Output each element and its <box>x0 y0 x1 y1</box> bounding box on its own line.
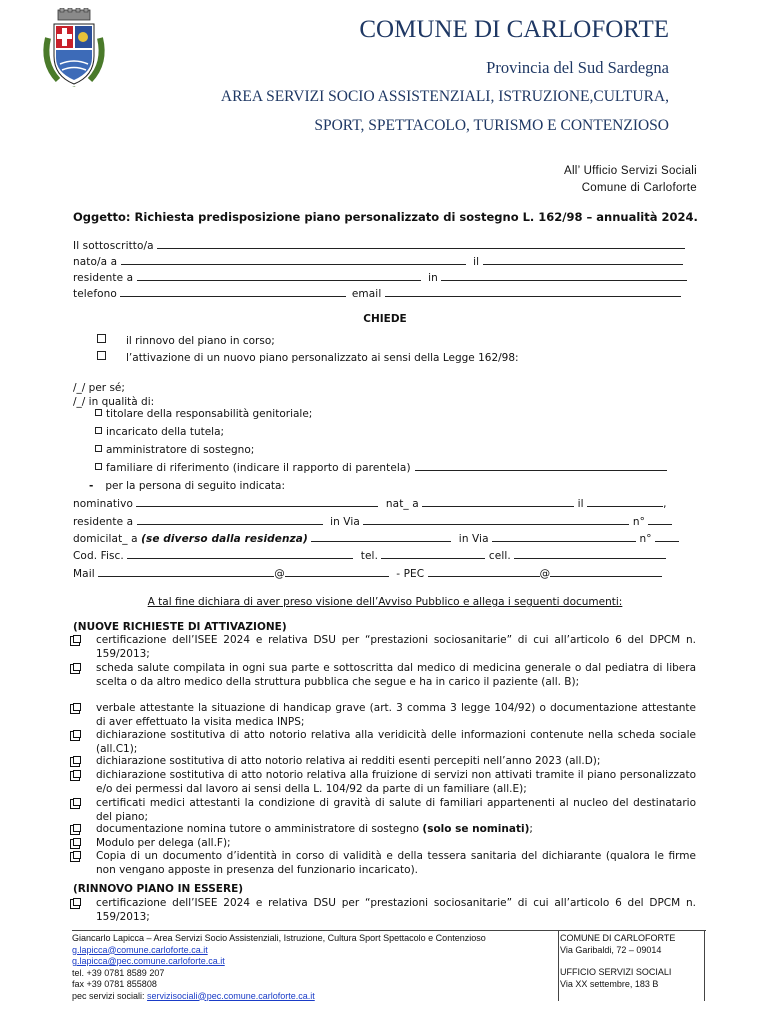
checkbox[interactable] <box>95 409 102 416</box>
label-residente-2: residente a <box>73 516 134 528</box>
footer-pec-link[interactable]: g.lapicca@pec.comune.carloforte.ca.it <box>72 956 225 966</box>
checkbox[interactable] <box>95 427 102 434</box>
document-item-text: verbale attestante la situazione di handicap grave (art. 3 comma 3 legge 104/92) o documentazione attestante di aver effettuato la visita medica INPS; <box>96 702 696 728</box>
field-mail-user[interactable] <box>98 566 274 577</box>
field-domicile[interactable] <box>311 531 451 542</box>
field-codfisc[interactable] <box>127 548 353 559</box>
document-item-text: Modulo per delega (all.F); <box>96 837 231 849</box>
label-mail: Mail <box>73 568 95 580</box>
field-birthdate[interactable] <box>483 254 683 265</box>
label-pec: - PEC <box>396 568 425 580</box>
recipient-office: All’ Ufficio Servizi Sociali <box>563 165 697 177</box>
footer-pec-services-link[interactable]: servizisociali@pec.comune.carloforte.ca.it <box>147 990 315 1001</box>
document-item-text: dichiarazione sostitutiva di atto notorio relativa alla veridicità delle informazioni contenute nella scheda sociale (all.C1); <box>96 729 696 755</box>
role-item[interactable] <box>95 425 224 440</box>
capacity-self[interactable]: /_/ per sé; <box>73 382 125 394</box>
crest-logo <box>38 8 110 90</box>
declaration-text: A tal fine dichiara di aver preso visione dell’Avviso Pubblico e allega i seguenti documenti: <box>147 596 623 608</box>
document-item-text: documentazione nomina tutore o amministratore di sostegno <box>96 823 420 835</box>
checkbox-icon[interactable] <box>70 825 80 835</box>
role-item[interactable] <box>95 407 312 422</box>
document-item-note: (solo se nominati) <box>422 823 530 835</box>
footer <box>72 930 706 1001</box>
label-via: in Via <box>330 516 360 528</box>
applicant-name-row <box>73 238 685 252</box>
field-street-2[interactable] <box>492 531 636 542</box>
document-item[interactable] <box>96 796 696 824</box>
document-item[interactable] <box>96 633 696 661</box>
municipality-title: COMUNE DI CARLOFORTE <box>359 16 669 43</box>
field-pec-user[interactable] <box>428 566 540 577</box>
footer-address: Via Garibaldi, 72 – 09014 <box>560 944 662 955</box>
label-number: n° <box>632 516 645 528</box>
label-in: in <box>428 272 438 284</box>
document-item-text: dichiarazione sostitutiva di atto notorio relativa ai redditi esenti percepiti nell’anno 2023 (all.D); <box>96 755 601 767</box>
checkbox[interactable] <box>95 445 102 452</box>
role-label: familiare di riferimento (indicare il rapporto di parentela) <box>106 462 411 474</box>
capacity-qualita[interactable]: /_/ in qualità di: <box>73 396 155 408</box>
label-il-2: il <box>577 498 584 510</box>
label-nat: nat_ a <box>385 498 419 510</box>
field-birthplace-2[interactable] <box>422 496 574 507</box>
document-item[interactable] <box>96 822 696 836</box>
document-item-text: certificazione dell’ISEE 2024 e relativa DSU per “prestazioni sociosanitarie” di cui all’articolo 6 del DPCM n. 159/2013; <box>96 634 696 660</box>
label-via-2: in Via <box>458 533 489 545</box>
per-persona-label: per la persona di seguito indicata: <box>105 480 286 492</box>
area-line-1: AREA SERVIZI SOCIO ASSISTENZIALI, ISTRUZIONE,CULTURA, <box>220 88 669 105</box>
checkbox-icon[interactable] <box>70 771 80 781</box>
document-item-text: dichiarazione sostitutiva di atto notorio relativa alla fruizione di servizi non attivati tramite il piano personalizzato e/o dei permessi dal lavoro ai sensi della L. 104/92 da parte di un familiare (all.E); <box>96 769 696 795</box>
document-item[interactable] <box>96 896 696 924</box>
field-email[interactable] <box>385 286 681 297</box>
footer-pec-label: pec servizi sociali: <box>72 990 145 1001</box>
footer-office-address: Via XX settembre, 183 B <box>560 978 659 989</box>
label-il: il <box>473 256 480 268</box>
new-requests-heading: (NUOVE RICHIESTE DI ATTIVAZIONE) <box>73 621 287 633</box>
label-residente: residente a <box>73 272 134 284</box>
label-sottoscritto: Il sottoscritto/a <box>73 240 154 252</box>
option-renewal[interactable] <box>97 334 275 349</box>
label-nato: nato/a a <box>73 256 118 268</box>
field-nominativo[interactable] <box>136 496 378 507</box>
option-renewal-label: il rinnovo del piano in corso; <box>126 335 275 347</box>
beneficiary-codes-row <box>73 548 666 562</box>
document-item-text: certificati medici attestanti la condizione di gravità di salute di familiari appartenenti al nucleo del destinatario del piano; <box>96 797 696 823</box>
role-label: incaricato della tutela; <box>106 426 225 438</box>
checkbox-icon[interactable] <box>70 731 80 741</box>
role-label: titolare della responsabilità genitoriale; <box>106 408 313 420</box>
footer-phone: tel. +39 0781 8589 207 <box>72 967 165 978</box>
footer-right <box>560 933 700 990</box>
field-mail-domain[interactable] <box>285 566 389 577</box>
document-item[interactable] <box>96 754 696 768</box>
field-address[interactable] <box>441 270 687 281</box>
footer-signatory: Giancarlo Lapicca – Area Servizi Socio Assistenziali, Istruzione, Cultura Sport Spettacolo e Contenzioso <box>72 933 486 943</box>
checkbox-icon[interactable] <box>70 852 80 862</box>
document-item-text: scheda salute compilata in ogni sua parte e sottoscritta dal medico di medicina generale o dal pediatra di libera scelta o da altro medico della struttura pubblica che segue e ha in carico il paziente (all. B); <box>96 662 696 688</box>
label-cell: cell. <box>488 550 511 562</box>
subject-line: Oggetto: Richiesta predisposizione piano personalizzato di sostegno L. 162/98 – annualità 2024. <box>73 210 698 224</box>
field-number-2[interactable] <box>655 531 679 542</box>
checkbox-icon[interactable] <box>70 899 80 909</box>
document-item[interactable] <box>96 768 696 796</box>
checkbox[interactable] <box>97 334 106 343</box>
beneficiary-name-row: nominativo nat_ a il , <box>73 498 667 510</box>
document-item[interactable] <box>96 728 696 756</box>
applicant-residence-row <box>73 270 687 284</box>
footer-fax: fax +39 0781 855808 <box>72 979 157 989</box>
checkbox-icon[interactable] <box>70 757 80 767</box>
footer-municipality: COMUNE DI CARLOFORTE <box>560 933 676 943</box>
recipient-municipality: Comune di Carloforte <box>581 182 697 194</box>
document-item[interactable] <box>96 661 696 689</box>
role-item[interactable] <box>95 460 667 476</box>
at-sign-2: @ <box>539 568 551 580</box>
footer-email-link[interactable]: g.lapicca@comune.carloforte.ca.it <box>72 944 208 955</box>
field-tel[interactable] <box>381 548 485 559</box>
checkbox-icon[interactable] <box>70 799 80 809</box>
checkbox-icon[interactable] <box>70 636 80 646</box>
document-item-text: Copia di un documento d’identità in corso di validità e della tessera sanitaria del dichiarante (qualora le firme non vengano apposte in presenza del funzionario incaricato). <box>96 850 696 876</box>
footer-divider <box>704 931 705 1001</box>
checkbox-icon[interactable] <box>70 839 80 849</box>
checkbox[interactable] <box>95 463 102 470</box>
field-birthplace[interactable] <box>121 254 466 265</box>
label-email: email <box>351 288 382 300</box>
renewal-heading: (RINNOVO PIANO IN ESSERE) <box>73 883 244 895</box>
per-persona: - per la persona di seguito indicata: <box>89 480 286 492</box>
field-residence-2[interactable] <box>137 514 323 525</box>
field-phone[interactable] <box>120 286 346 297</box>
area-line-2: SPORT, SPETTACOLO, TURISMO E CONTENZIOSO <box>314 117 669 134</box>
footer-office: UFFICIO SERVIZI SOCIALI <box>560 967 672 977</box>
beneficiary-domicile-row <box>73 531 679 545</box>
document-item[interactable] <box>96 849 696 877</box>
domicilio-note: (se diverso dalla residenza) <box>141 533 308 545</box>
label-telefono: telefono <box>73 288 117 300</box>
document-item[interactable] <box>96 701 696 729</box>
field-number[interactable] <box>648 514 672 525</box>
document-item-end: ; <box>529 823 533 835</box>
footer-divider <box>558 931 559 1001</box>
field-birthdate-2[interactable] <box>587 496 663 507</box>
document-item-text: certificazione dell’ISEE 2024 e relativa DSU per “prestazioni sociosanitarie” di cui all’articolo 6 del DPCM n. 159/2013; <box>96 897 696 923</box>
field-residence[interactable] <box>137 270 421 281</box>
role-label: amministratore di sostegno; <box>106 444 255 456</box>
beneficiary-residence-row <box>73 514 672 528</box>
document-item[interactable] <box>96 836 696 850</box>
field-pec-domain[interactable] <box>550 566 662 577</box>
at-sign: @ <box>274 568 285 580</box>
province-name: Provincia del Sud Sardegna <box>486 58 669 77</box>
field-street[interactable] <box>363 514 629 525</box>
field-sottoscritto[interactable] <box>157 238 685 249</box>
label-tel: tel. <box>360 550 379 562</box>
label-domicilio: domicilat_ a <box>73 533 138 545</box>
checkbox-icon[interactable] <box>70 704 80 714</box>
label-number-2: n° <box>639 533 652 545</box>
beneficiary-mail-row <box>73 566 662 580</box>
footer-left <box>72 933 558 1002</box>
applicant-birth-row <box>73 254 683 268</box>
label-nominativo: nominativo <box>73 498 133 510</box>
checkbox[interactable] <box>97 351 106 360</box>
svg-text:~: ~ <box>72 84 76 89</box>
role-item[interactable] <box>95 443 254 458</box>
checkbox-icon[interactable] <box>70 664 80 674</box>
option-new-plan[interactable] <box>97 351 519 366</box>
chiede-heading: CHIEDE <box>363 313 407 325</box>
option-new-plan-label: l’attivazione di un nuovo piano personalizzato ai sensi della Legge 162/98: <box>126 352 519 364</box>
label-codfisc: Cod. Fisc. <box>73 550 124 562</box>
field-relationship[interactable] <box>415 460 667 471</box>
field-cell[interactable] <box>514 548 666 559</box>
applicant-contact-row <box>73 286 681 300</box>
